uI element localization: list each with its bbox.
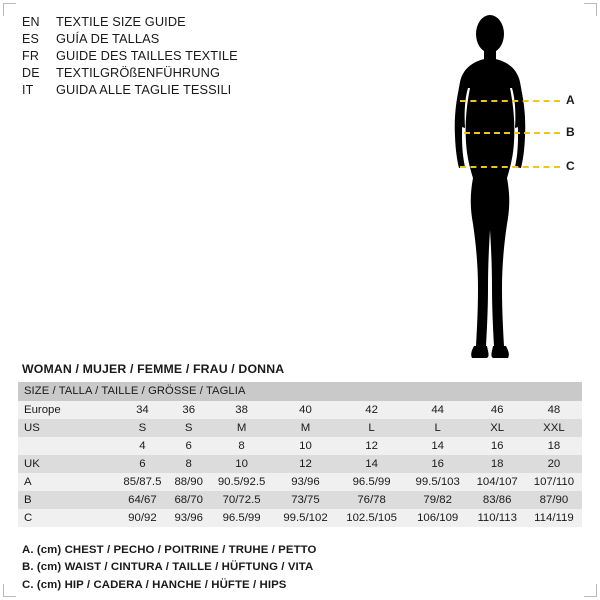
- cell: L: [434, 422, 441, 434]
- row-label-europe: Europe: [24, 404, 61, 416]
- language-code-es: ES: [22, 31, 40, 46]
- cell: 85/87.5: [123, 476, 162, 488]
- cell: 18: [547, 440, 561, 452]
- cell: 12: [365, 440, 378, 452]
- language-code-it: IT: [22, 82, 34, 97]
- cell: 36: [182, 404, 196, 416]
- cell: L: [368, 422, 375, 434]
- row-label-a: A: [24, 476, 32, 488]
- cell: 102.5/105: [346, 512, 397, 524]
- cell: 38: [235, 404, 248, 416]
- measure-label-c: C: [566, 159, 575, 173]
- measurement-notes: [22, 542, 582, 594]
- female-silhouette-icon: [430, 8, 550, 368]
- cell: 68/70: [174, 494, 203, 506]
- cell: 6: [139, 458, 146, 470]
- table-row: [18, 419, 582, 437]
- row-label-us-numeric: [18, 437, 116, 455]
- cell: 44: [431, 404, 445, 416]
- cell: 70/72.5: [222, 494, 261, 506]
- cell: 99.5/102: [283, 512, 328, 524]
- cell: 14: [431, 440, 445, 452]
- cell: XL: [490, 422, 505, 434]
- size-table: [18, 382, 582, 527]
- corner-mark-bottom-right: [584, 584, 597, 597]
- cell: 40: [299, 404, 312, 416]
- cell: 10: [235, 458, 248, 470]
- table-row: [18, 401, 582, 419]
- cell: 10: [299, 440, 312, 452]
- table-header-label: SIZE / TALLA / TAILLE / GRÖSSE / TAGLIA: [24, 385, 246, 397]
- row-label-c: C: [24, 512, 33, 524]
- cell: 46: [490, 404, 504, 416]
- cell: S: [184, 422, 193, 434]
- cell: 96.5/99: [222, 512, 261, 524]
- note-b: B. (cm) WAIST / CINTURA / TAILLE / HÜFTUNG / VITA: [22, 561, 314, 574]
- language-title-fr: GUIDE DES TAILLES TEXTILE: [56, 47, 238, 63]
- measure-line-b: [464, 132, 560, 134]
- table-row: [18, 491, 582, 509]
- cell: 104/107: [476, 476, 518, 488]
- language-code-en: EN: [22, 15, 40, 29]
- cell: 18: [490, 458, 504, 470]
- cell: 88/90: [174, 476, 203, 488]
- row-label-uk: UK: [24, 458, 40, 470]
- language-code-de: DE: [22, 65, 40, 80]
- language-row-it: [22, 82, 352, 99]
- cell: 34: [136, 404, 149, 416]
- note-c: C. (cm) HIP / CADERA / HANCHE / HÜFTE / HIPS: [22, 578, 287, 591]
- cell: M: [300, 422, 311, 434]
- cell: 79/82: [423, 494, 452, 506]
- cell: 8: [238, 440, 245, 452]
- cell: 93/96: [174, 512, 203, 524]
- table-row: [18, 509, 582, 527]
- measure-label-a: A: [566, 93, 575, 107]
- cell: 99.5/103: [415, 476, 460, 488]
- cell: 16: [490, 440, 504, 452]
- cell: 16: [431, 458, 445, 470]
- language-row-en: [22, 14, 352, 31]
- language-row-fr: [22, 48, 352, 65]
- language-code-fr: FR: [22, 48, 40, 63]
- language-row-de: [22, 65, 352, 82]
- cell: 96.5/99: [352, 476, 391, 488]
- cell: 90.5/92.5: [217, 476, 266, 488]
- cell: 114/119: [534, 512, 574, 524]
- cell: 64/67: [128, 494, 157, 506]
- cell: 106/109: [417, 512, 459, 524]
- language-title-block: [22, 14, 352, 98]
- table-row: [18, 437, 582, 455]
- cell: 93/96: [291, 476, 320, 488]
- table-row: [18, 455, 582, 473]
- cell: XXL: [543, 422, 565, 434]
- cell: M: [236, 422, 247, 434]
- cell: 6: [185, 440, 192, 452]
- cell: 14: [365, 458, 378, 470]
- language-title-de: TEXTILGRÖßENFÜHRUNG: [56, 64, 220, 80]
- language-title-es: GUÍA DE TALLAS: [56, 30, 160, 46]
- cell: 4: [139, 440, 146, 452]
- cell: 8: [185, 458, 192, 470]
- cell: 107/110: [533, 476, 575, 488]
- corner-mark-bottom-left: [3, 584, 16, 597]
- corner-mark-top-left: [3, 3, 16, 16]
- cell: 73/75: [291, 494, 320, 506]
- cell: S: [138, 422, 147, 434]
- cell: 83/86: [482, 494, 512, 506]
- note-a: A. (cm) CHEST / PECHO / POITRINE / TRUHE / PETTO: [22, 544, 317, 556]
- cell: 48: [547, 404, 561, 416]
- cell: 76/78: [357, 494, 386, 506]
- cell: 12: [299, 458, 312, 470]
- cell: 87/90: [539, 494, 569, 506]
- section-heading-woman: WOMAN / MUJER / FEMME / FRAU / DONNA: [22, 362, 285, 376]
- cell: 90/92: [128, 512, 157, 524]
- measure-label-b: B: [566, 125, 575, 139]
- figure-area: [420, 8, 590, 368]
- table-row: [18, 473, 582, 491]
- language-title-it: GUIDA ALLE TAGLIE TESSILI: [56, 81, 232, 97]
- language-title-en: TEXTILE SIZE GUIDE: [56, 14, 186, 29]
- cell: 42: [365, 404, 378, 416]
- cell: 20: [547, 458, 561, 470]
- table-header-row: [18, 382, 582, 401]
- row-label-b: B: [24, 494, 32, 506]
- measure-line-a: [460, 100, 560, 102]
- row-label-us: US: [24, 422, 40, 434]
- measure-line-c: [460, 166, 560, 168]
- cell: 110/113: [477, 512, 517, 524]
- language-row-es: [22, 31, 352, 48]
